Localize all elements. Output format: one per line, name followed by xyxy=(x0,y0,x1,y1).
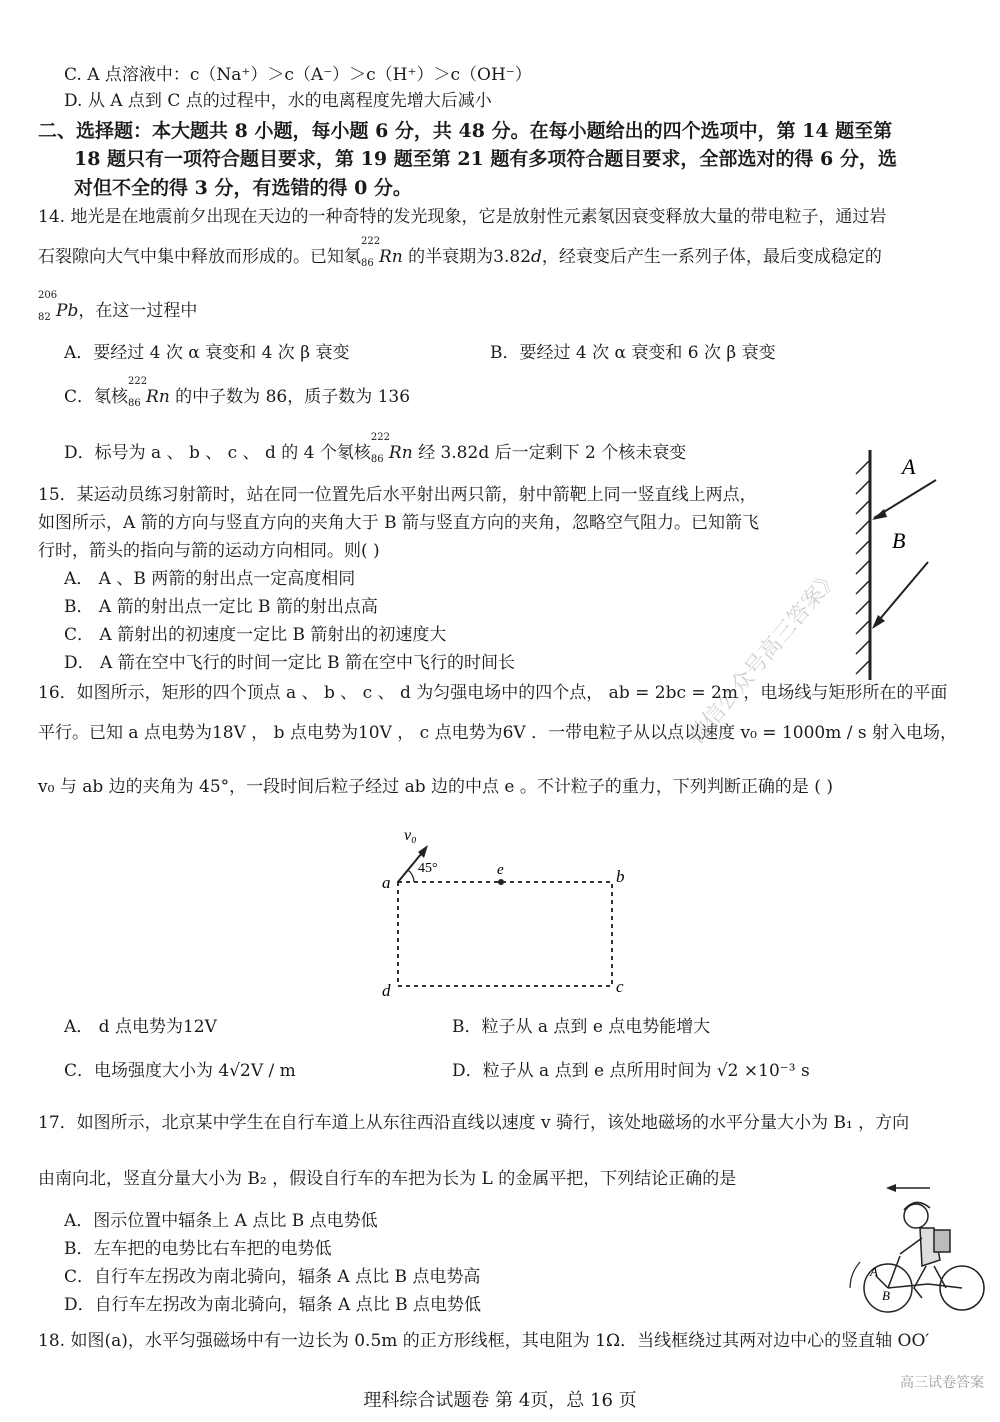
q16-option-d: D．粒子从 a 点到 e 点所用时间为 √2 ×10⁻³ s xyxy=(452,1061,810,1081)
q17-stem-line-1: 17．如图所示，北京某中学生在自行车道上从东往西沿直线以速度 v 骑行，该处地磁场的水平分量大小为 B₁ ，方向 xyxy=(38,1113,910,1133)
lead-nuclide: 206 82 Pb xyxy=(38,290,79,323)
watermark-corner: 高三试卷答案 xyxy=(900,1375,984,1391)
q17-option-d: D．自行车左拐改为南北骑向，辐条 A 点比 B 点电势低 xyxy=(64,1295,482,1315)
q14-option-d-suffix: 经 3.82d 后一定剩下 2 个核未衰变 xyxy=(418,443,687,463)
label-e: e xyxy=(497,862,504,878)
figure-17-cyclist xyxy=(830,1180,990,1320)
q14-stem-text-a: 石裂隙向大气中集中释放而形成的。已知氡 xyxy=(38,247,361,267)
q15-stem-line-2: 如图所示，A 箭的方向与竖直方向的夹角大于 B 箭与竖直方向的夹角，忽略空气阻力。已知箭飞 xyxy=(38,513,759,533)
direction-arrow xyxy=(886,1184,930,1192)
q15-stem-line-3: 行时，箭头的指向与箭的运动方向相同。则( ) xyxy=(38,541,380,561)
q15-option-a: A． A 、B 两箭的射出点一定高度相同 xyxy=(64,569,356,589)
q14-stem-text-d: ，经衰变后产生一系列子体，最后变成稳定的 xyxy=(541,247,882,267)
q14-option-b: B．要经过 4 次 α 衰变和 6 次 β 衰变 xyxy=(490,343,776,363)
angle-arc xyxy=(408,870,414,882)
q17-stem-line-2: 由南向北，竖直分量大小为 B₂ ，假设自行车的车把为长为 L 的金属平把，下列结论正确的是 xyxy=(38,1169,737,1189)
q14-stem-unit: d xyxy=(531,247,542,267)
q15-option-d: D． A 箭在空中飞行的时间一定比 B 箭在空中飞行的时间长 xyxy=(64,653,516,673)
label-b: B xyxy=(892,528,906,553)
section-header-line-2: 18 题只有一项符合题目要求，第 19 题至第 21 题有多项符合题目要求，全部选对的得 6 分，选 xyxy=(74,148,897,170)
q14-option-d-prefix: D．标号为 a 、 b 、 c 、 d 的 4 个氡核 xyxy=(64,443,371,463)
rotation-arc xyxy=(850,1262,860,1288)
label-b: B xyxy=(882,1288,890,1303)
label-d: d xyxy=(382,981,391,1000)
label-c: c xyxy=(616,977,624,996)
q16-option-c: C．电场强度大小为 4√2V / m xyxy=(64,1061,296,1081)
q14-option-c-prefix: C．氡核 xyxy=(64,387,129,407)
radon-nuclide-d: 222 86 Rn xyxy=(370,432,413,465)
page-footer: 理科综合试题卷 第 4页，总 16 页 xyxy=(363,1390,637,1411)
q15-stem-line-1: 15．某运动员练习射箭时，站在同一位置先后水平射出两只箭，射中箭靶上同一竖直线上两点， xyxy=(38,485,757,505)
q14-option-c-suffix: 的中子数为 86，质子数为 136 xyxy=(175,387,411,407)
q16-stem-line-1: 16．如图所示，矩形的四个顶点 a 、 b 、 c 、 d 为匀强电场中的四个点， ab = 2bc = 2m ，电场线与矩形所在的平面 xyxy=(38,683,948,703)
option-d-previous: D. 从 A 点到 C 点的过程中，水的电离程度先增大后减小 xyxy=(64,91,492,111)
option-c-previous: C. A 点溶液中：c（Na⁺）＞c（A⁻）＞c（H⁺）＞c（OH⁻） xyxy=(64,65,532,85)
label-a: A xyxy=(902,454,916,479)
radon-nuclide-c: 222 86 Rn xyxy=(128,376,170,409)
label-a: a xyxy=(382,873,391,892)
figure-16-rectangle xyxy=(370,820,640,1010)
label-v0: v₀ xyxy=(404,827,417,844)
section-header-line-1: 二、选择题：本大题共 8 小题，每小题 6 分，共 48 分。在每小题给出的四个选项中，第 14 题至第 xyxy=(38,120,893,142)
q14-stem-line-3 xyxy=(38,290,198,323)
q17-option-a: A．图示位置中辐条上 A 点比 B 点电势低 xyxy=(64,1211,378,1231)
target-wall xyxy=(856,450,870,680)
arrow-b xyxy=(872,562,928,629)
watermark-text: 微信公众号高三答案》 xyxy=(683,564,845,750)
radon-nuclide: 222 86 Rn xyxy=(361,236,403,269)
q17-option-c: C．自行车左拐改为南北骑向，辐条 A 点比 B 点电势高 xyxy=(64,1267,481,1287)
point-e xyxy=(498,879,504,885)
q18-stem-line-1: 18. 如图(a)，水平匀强磁场中有一边长为 0.5m 的正方形线框，其电阻为 1Ω．当线框绕过其两对边中心的竖直轴 OO′ xyxy=(38,1331,930,1351)
q14-option-a: A．要经过 4 次 α 衰变和 4 次 β 衰变 xyxy=(64,343,350,363)
q15-option-c: C． A 箭射出的初速度一定比 B 箭射出的初速度大 xyxy=(64,625,447,645)
q16-stem-line-2: 平行。已知 a 点电势为18V ， b 点电势为10V ， c 点电势为6V ．一带电粒子从以点以速度 v₀ = 1000m / s 射入电场， xyxy=(38,723,958,743)
label-b: b xyxy=(616,867,625,886)
label-angle: 45° xyxy=(418,861,438,876)
q14-option-c xyxy=(64,376,411,409)
q14-stem-text-3: ，在这一过程中 xyxy=(78,301,198,321)
q17-option-b: B．左车把的电势比右车把的电势低 xyxy=(64,1239,332,1259)
q16-stem-line-3: v₀ 与 ab 边的夹角为 45°，一段时间后粒子经过 ab 边的中点 e 。不计粒子的重力，下列判断正确的是 ( ) xyxy=(38,777,833,797)
rectangle-abcd xyxy=(398,882,612,986)
arrow-a xyxy=(872,480,936,520)
q14-stem-line-1: 14. 地光是在地震前夕出现在天边的一种奇特的发光现象，它是放射性元素氡因衰变释放大量的带电粒子，通过岩 xyxy=(38,207,887,227)
q16-option-b: B．粒子从 a 点到 e 点电势能增大 xyxy=(452,1017,711,1037)
figure-15-arrows xyxy=(840,450,960,690)
label-a: A xyxy=(870,1264,878,1279)
q14-stem-line-2 xyxy=(38,236,882,269)
q14-stem-text-b: 的半衰期为3.82 xyxy=(408,247,532,267)
q15-option-b: B． A 箭的射出点一定比 B 箭的射出点高 xyxy=(64,597,378,617)
q16-option-a: A． d 点电势为12V xyxy=(64,1017,217,1037)
section-header-line-3: 对但不全的得 3 分，有选错的得 0 分。 xyxy=(74,177,412,199)
q14-option-d xyxy=(64,432,687,465)
